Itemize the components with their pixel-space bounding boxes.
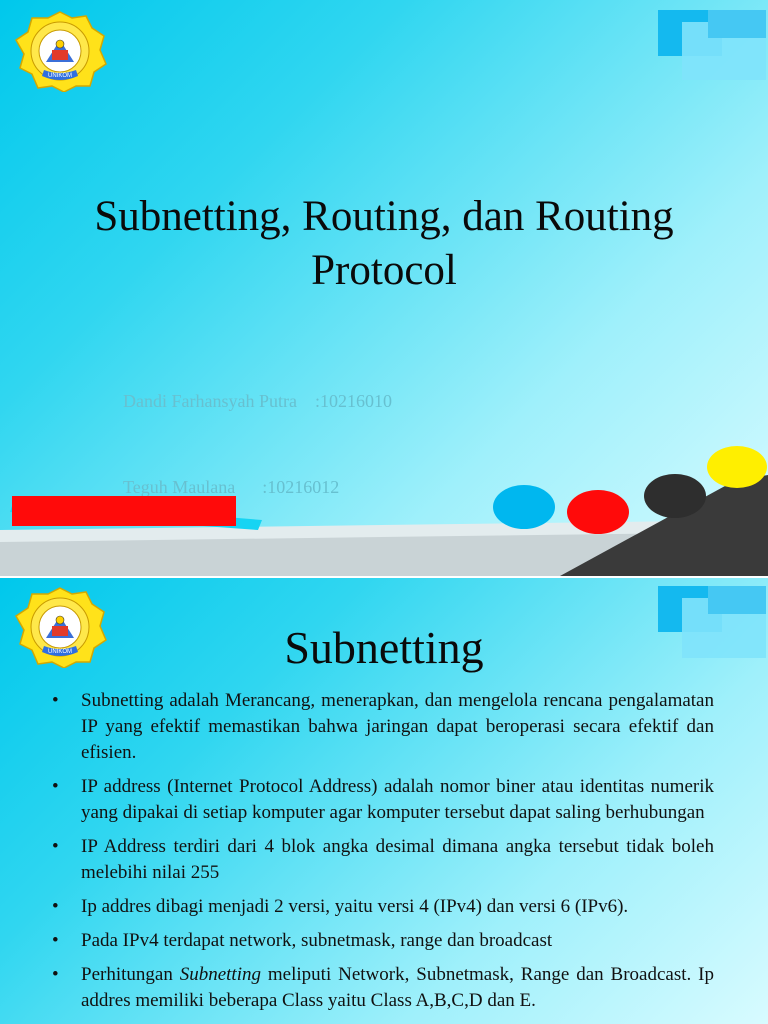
black-circle [644,474,706,518]
bullet-item: • Perhitungan Subnetting meliputi Network, Subnetmask, Range dan Broadcast. Ip addres memiliki beberapa Class yaitu Class A,B,C,D dan E. [52,964,714,1011]
unikom-logo [12,10,108,92]
author-line: Teguh Maulana :10216012 [123,476,340,497]
red-bar [12,496,236,526]
bullet-list [52,688,714,1022]
bullet-item: • Subnetting adalah Merancang, menerapkan, dan mengelola rencana pengalamatan IP yang efektif memastikan bahwa jaringan dapat beroperasi secara efektif dan efisien. [52,690,714,763]
content-slide [0,578,768,1024]
bullet-item: • IP address (Internet Protocol Address) adalah nomor biner atau identitas numerik yang dipakai di setiap komputer agar komputer tersebut dapat saling berhubungan [52,776,714,823]
decorative-footer [0,440,768,576]
bullet-item: • IP Address terdiri dari 4 blok angka desimal dimana angka tersebut tidak boleh melebihi nilai 255 [52,836,714,883]
bullet-item: • Ip addres dibagi menjadi 2 versi, yaitu versi 4 (IPv4) dan versi 6 (IPv6). [52,896,629,917]
svg-text:UNIKOM: UNIKOM [48,649,72,655]
svg-text:UNIKOM: UNIKOM [48,73,72,79]
deco-square [708,10,766,38]
slide-title: Subnetting [284,622,484,673]
author-line: Dandi Farhansyah Putra :10216010 [123,391,392,411]
slide-title: Subnetting, Routing, dan Routing Protocol [94,193,674,294]
red-circle [567,490,629,534]
deco-square [708,586,766,614]
blue-circle [493,485,555,529]
bullet-item: • Pada IPv4 terdapat network, subnetmask, range dan broadcast [52,930,553,951]
yellow-circle [707,446,767,488]
